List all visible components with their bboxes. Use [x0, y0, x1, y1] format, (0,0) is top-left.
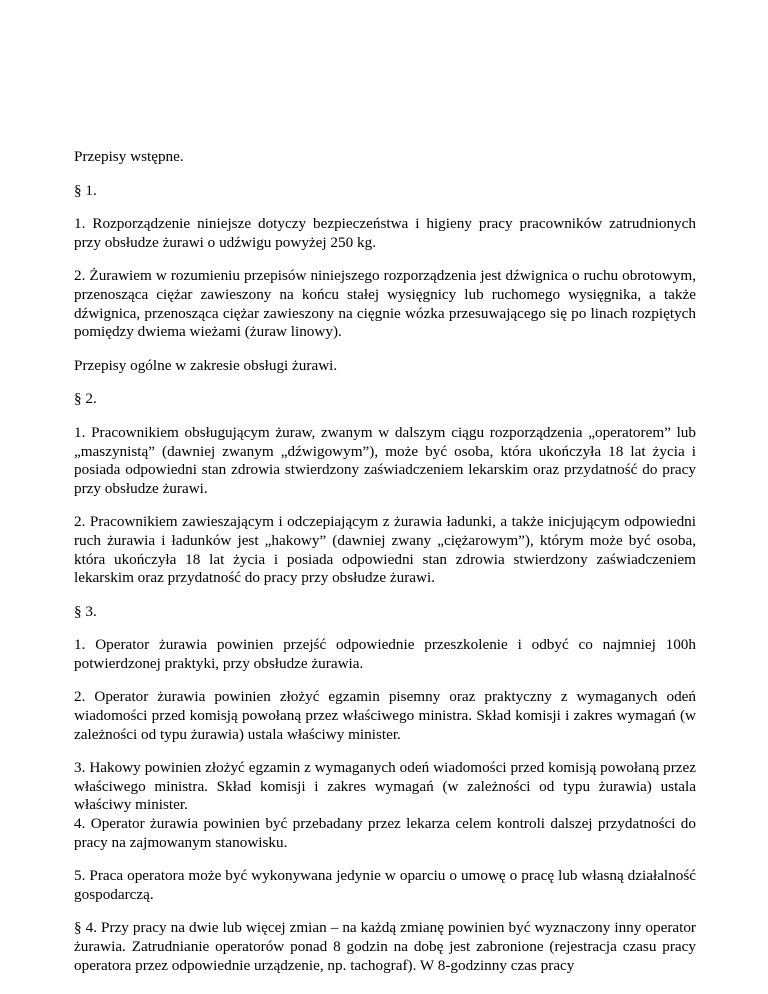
section-2-paragraph-2: 2. Pracownikiem zawieszającym i odczepiającym z żurawia ładunki, a także inicjującym odpowiedni ruch żurawia i ładunków jest „hakowy” (dawniej zwany „ciężarowym”), którym może być osoba, która ukończyła 18 lat życia i posiada odpowiedni stan zdrowia stwierdzony zaświadczeniem lekarskim oraz przydatność do pracy przy obsłudze żurawi. — [74, 513, 696, 587]
section-2-paragraph-1: 1. Pracownikiem obsługującym żuraw, zwanym w dalszym ciągu rozporządzenia „operatorem” lub „maszynistą” (dawniej zwanym „dźwigowym”), może być osoba, która ukończyła 18 lat życia i posiada odpowiedni stan zdrowia stwierdzony zaświadczeniem lekarskim oraz przydatność do pracy przy obsłudze żurawi. — [74, 423, 696, 497]
section-3-marker: § 3. — [74, 602, 97, 620]
heading-general: Przepisy ogólne w zakresie obsługi żurawi. — [74, 356, 338, 374]
section-3-paragraph-5: 5. Praca operatora może być wykonywana jedynie w oparciu o umowę o pracę lub własną działalność gospodarczą. — [74, 867, 696, 903]
section-4-paragraph-1: § 4. Przy pracy na dwie lub więcej zmian – na każdą zmianę powinien być wyznaczony inny operator żurawia. Zatrudnianie operatorów ponad 8 godzin na dobę jest zabronione (rejestracja czasu pracy operatora przez odpowiednie urządzenie, np. tachograf). W 8-godzinny czas pracy — [74, 919, 696, 974]
section-3-paragraph-1: 1. Operator żurawia powinien przejść odpowiednie przeszkolenie i odbyć co najmniej 100h potwierdzonej praktyki, przy obsłudze żurawia. — [74, 636, 696, 672]
document-page — [74, 148, 696, 990]
section-3-paragraph-3: 3. Hakowy powinien złożyć egzamin z wymaganych odeń wiadomości przed komisją powołaną przez właściwego ministra. Skład komisji i zakres wymagań (w zależności od typu żurawia) ustala właściwy minister. — [74, 759, 696, 814]
section-1-paragraph-1: 1. Rozporządzenie niniejsze dotyczy bezpieczeństwa i higieny pracy pracowników zatrudnionych przy obsłudze żurawi o udźwigu powyżej 250 kg. — [74, 215, 696, 251]
heading-intro: Przepisy wstępne. — [74, 148, 184, 165]
section-1-marker: § 1. — [74, 181, 97, 199]
section-1-paragraph-2: 2. Żurawiem w rozumieniu przepisów niniejszego rozporządzenia jest dźwignica o ruchu obrotowym, przenosząca ciężar zawieszony na końcu stałej wysięgnicy lub ruchomego wysięgnika, a także dźwignica, przenosząca ciężar zawieszony na cięgnie wózka przesuwającego się po linach rozpiętych pomiędzy dwiema wieżami (żuraw linowy). — [74, 267, 696, 341]
section-3-paragraph-2: 2. Operator żurawia powinien złożyć egzamin pisemny oraz praktyczny z wymaganych odeń wiadomości przed komisją powołaną przez właściwego ministra. Skład komisji i zakres wymagań (w zależności od typu żurawia) ustala właściwy minister. — [74, 688, 696, 743]
section-3-paragraph-4: 4. Operator żurawia powinien być przebadany przez lekarza celem kontroli dalszej przydatności do pracy na zajmowanym stanowisku. — [74, 815, 696, 851]
section-2-marker: § 2. — [74, 390, 97, 408]
